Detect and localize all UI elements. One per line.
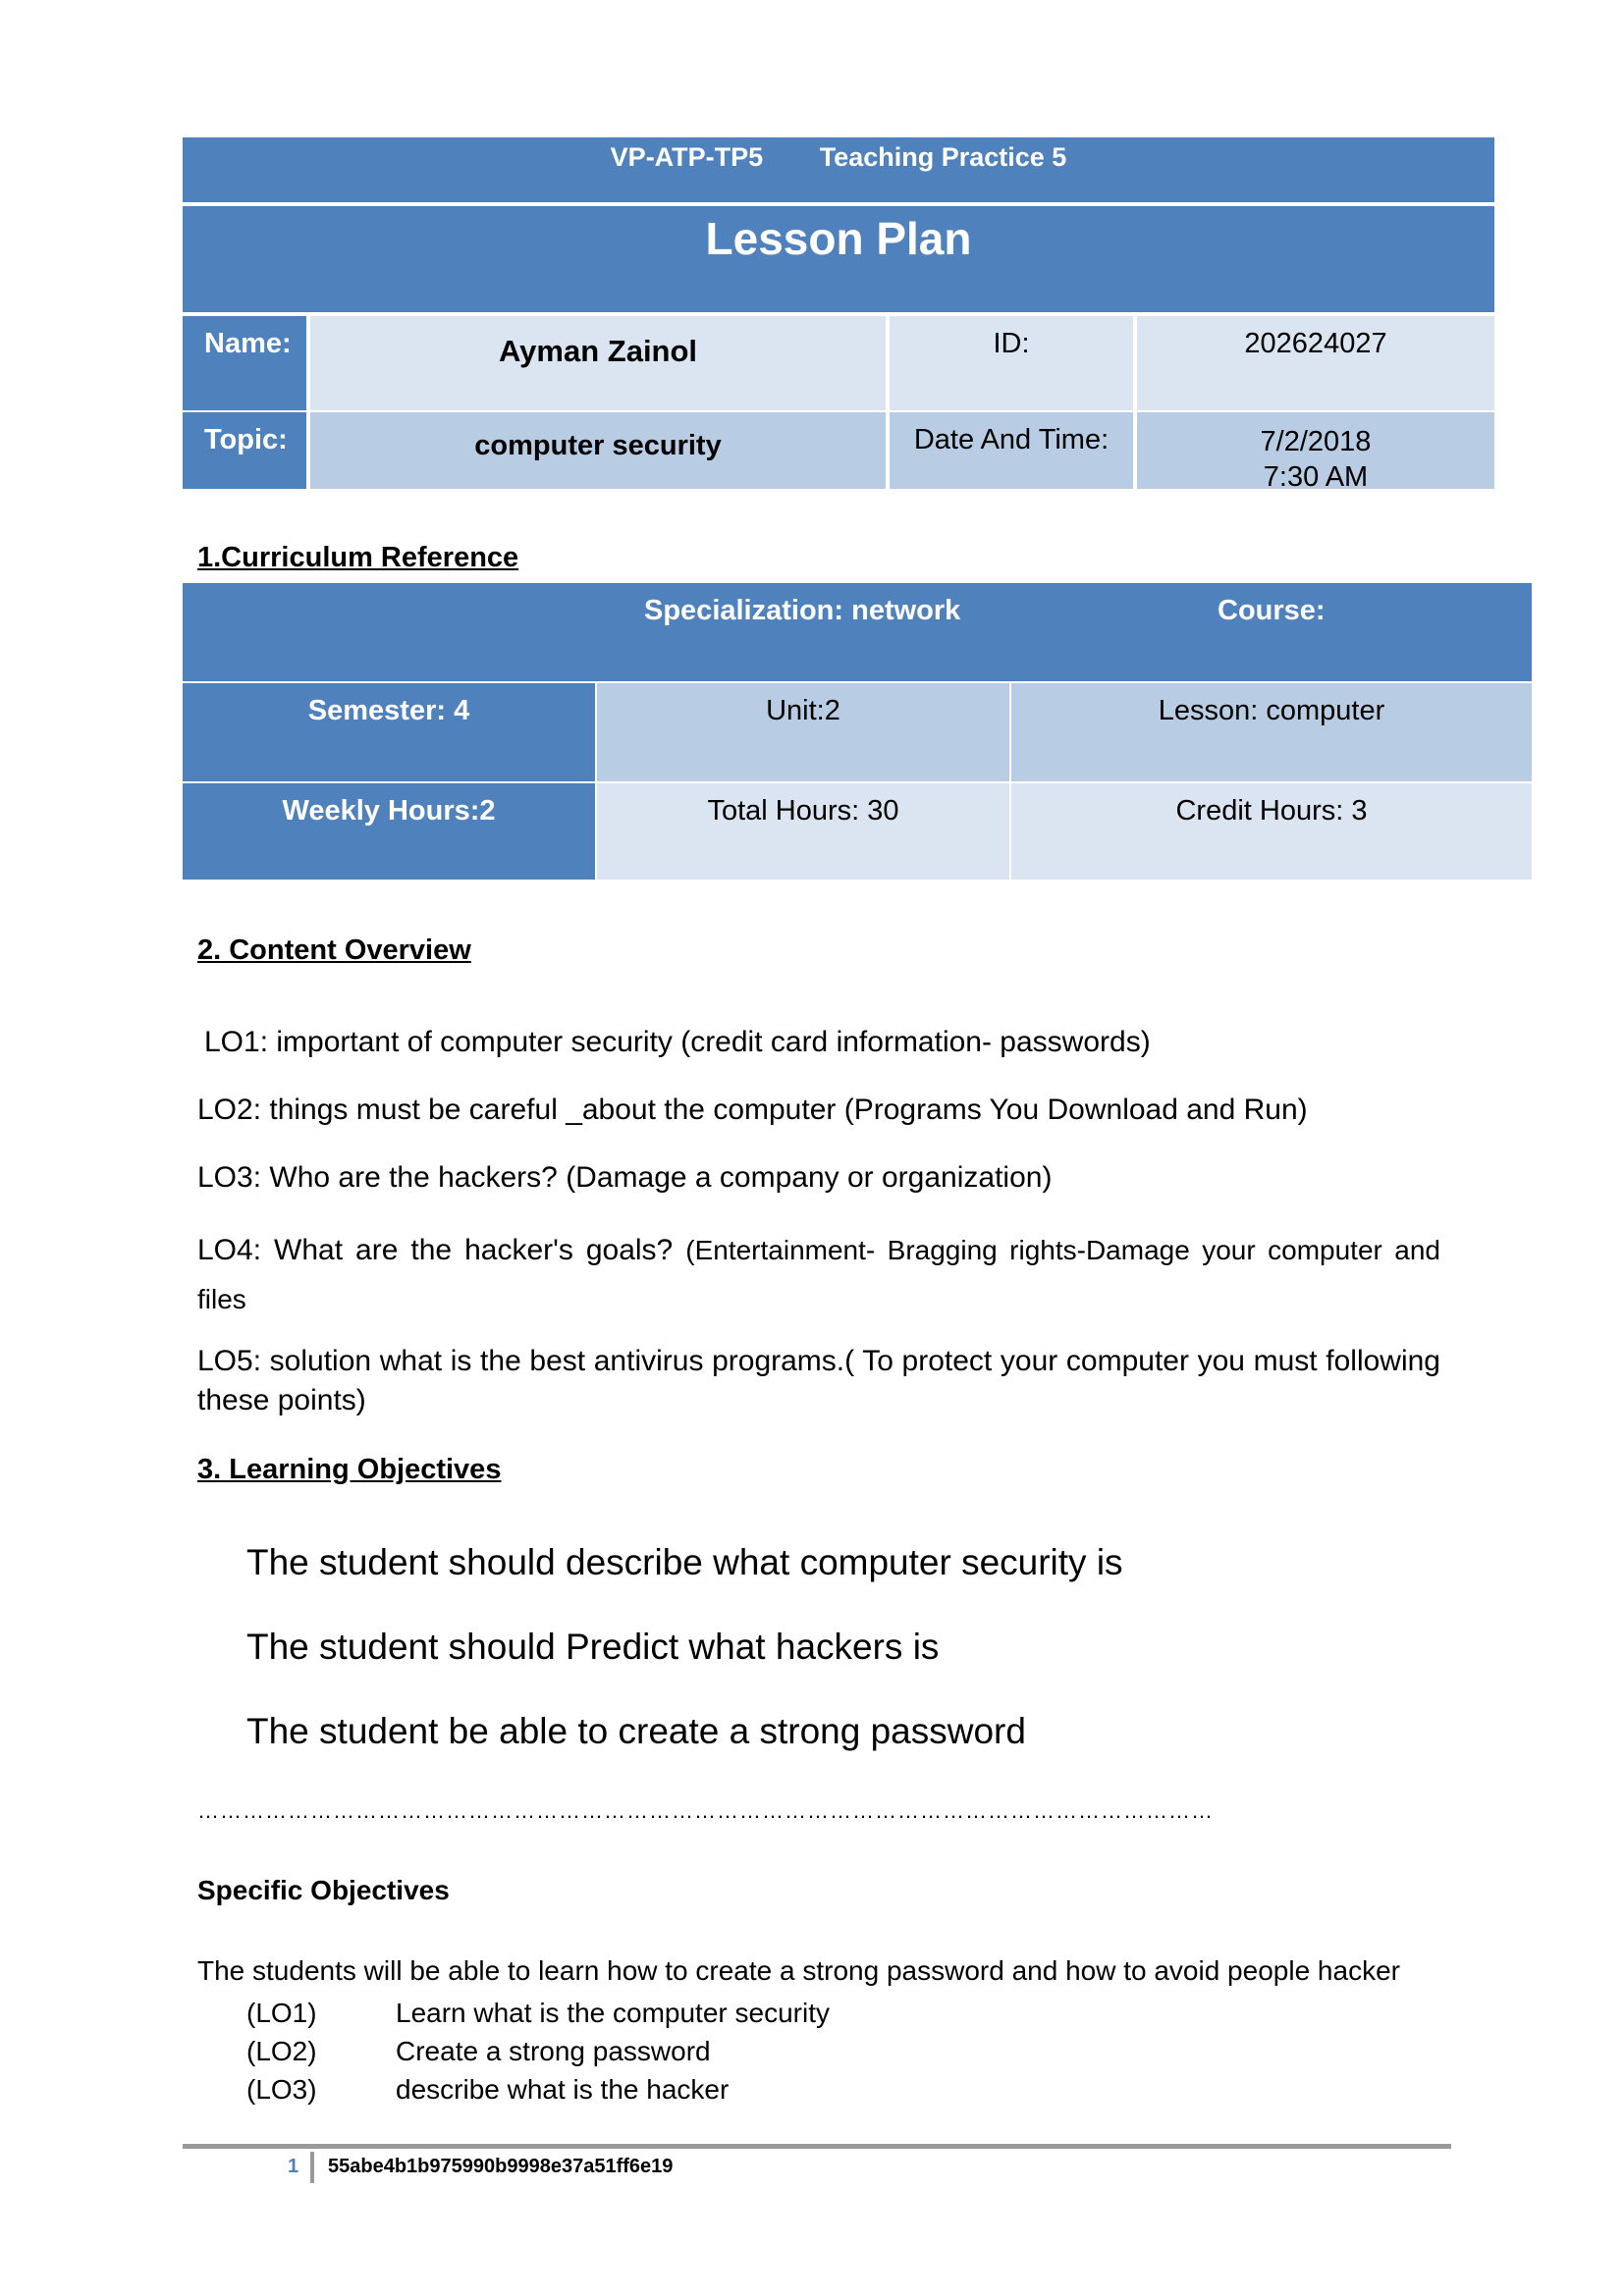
objective-2: The student should Predict what hackers is (246, 1627, 940, 1667)
specific-code-2: (LO2) (246, 2036, 317, 2066)
specific-text-3: describe what is the hacker (396, 2074, 730, 2105)
objectives-heading: 3. Learning Objectives (197, 1454, 502, 1485)
specific-text-1: Learn what is the computer security (396, 1998, 830, 2028)
content-heading: 2. Content Overview (197, 934, 471, 966)
page-title: Lesson Plan (183, 206, 1494, 312)
header-code-row (183, 137, 1494, 202)
lo1-text: LO1: important of computer security (credit card information- passwords) (204, 1026, 1151, 1058)
lo4-main: LO4: What are the hacker's goals? (197, 1234, 686, 1266)
footer-rule (183, 2144, 1451, 2149)
course-label: Course: (1218, 595, 1326, 626)
lo2-text: LO2: things must be careful _about the computer (Programs You Download and Run) (197, 1094, 1308, 1126)
footer-separator (310, 2152, 314, 2183)
datetime-label: Date And Time: (890, 412, 1133, 489)
lo3-text: LO3: Who are the hackers? (Damage a company or organization) (197, 1161, 1053, 1194)
lo4-text (197, 1226, 1440, 1324)
curriculum-heading: 1.Curriculum Reference (197, 542, 519, 573)
lo4-detail: (Entertainment- Bragging rights-Damage your computer and files (197, 1235, 1440, 1314)
specific-code-3: (LO3) (246, 2074, 317, 2105)
date-value: 7/2/2018 (1260, 426, 1372, 457)
lesson: Lesson: computer (1011, 683, 1532, 781)
objective-3: The student be able to create a strong password (246, 1711, 1026, 1751)
document-id: 55abe4b1b975990b9998e37a51ff6e19 (328, 2156, 674, 2177)
id-value: 202624027 (1137, 316, 1494, 410)
specific-intro: The students will be able to learn how to create a strong password and how to avoid people hacker (197, 1955, 1400, 1986)
dotted-divider: ……………………………………………………………………………………………………………………… (197, 1798, 1214, 1823)
practice-title: Teaching Practice 5 (819, 142, 1067, 172)
total-hours: Total Hours: 30 (597, 783, 1009, 880)
semester: Semester: 4 (183, 683, 595, 781)
page-number: 1 (288, 2156, 299, 2177)
time-value: 7:30 AM (1263, 461, 1369, 493)
specific-text-2: Create a strong password (396, 2036, 711, 2066)
lo5-text: LO5: solution what is the best antivirus programs.( To protect your computer you must following these points) (197, 1345, 1440, 1416)
id-label: ID: (890, 316, 1133, 410)
curriculum-header-row (183, 583, 1532, 681)
name-label: Name: (183, 316, 306, 410)
weekly-hours: Weekly Hours:2 (183, 783, 595, 880)
topic-label: Topic: (183, 412, 306, 489)
specialization: Specialization: network (644, 595, 961, 626)
name-value: Ayman Zainol (310, 316, 886, 410)
unit: Unit:2 (597, 683, 1009, 781)
course-code: VP-ATP-TP5 (610, 142, 764, 172)
objective-1: The student should describe what computer security is (246, 1542, 1123, 1582)
specific-heading: Specific Objectives (197, 1875, 450, 1905)
credit-hours: Credit Hours: 3 (1011, 783, 1532, 880)
datetime-value (1137, 412, 1494, 493)
specific-code-1: (LO1) (246, 1998, 317, 2028)
topic-value: computer security (310, 412, 886, 489)
